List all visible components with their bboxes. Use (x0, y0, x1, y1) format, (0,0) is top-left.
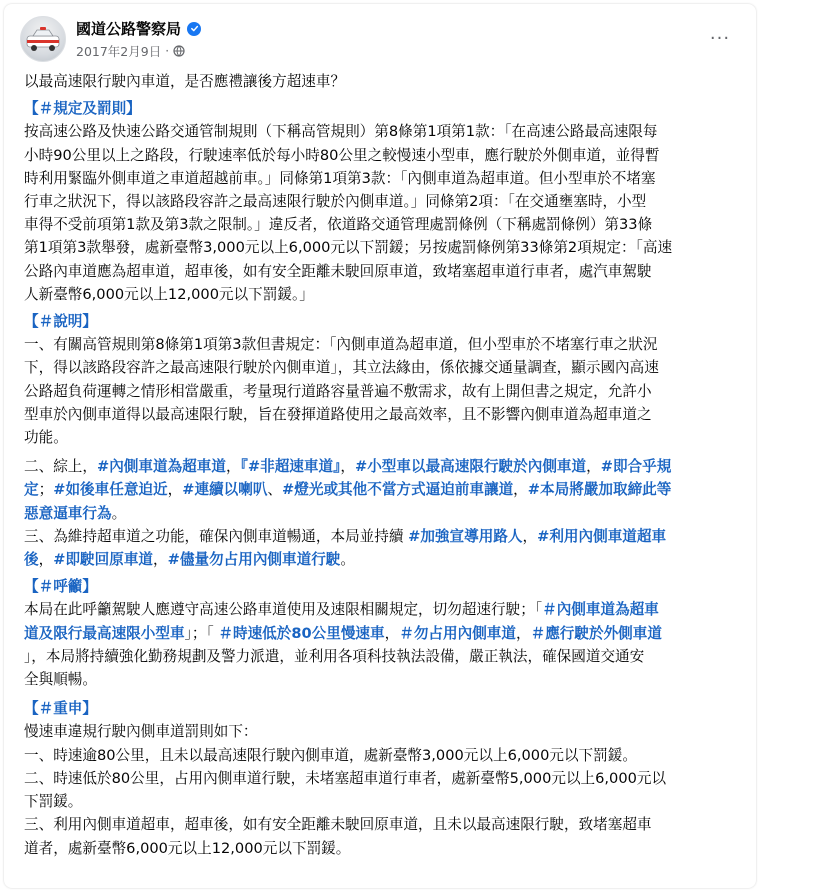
text-segment: 三、為維持超車道之功能，確保內側車道暢通，本局並持續 (24, 527, 409, 545)
post-text-line (24, 120, 742, 143)
post-text-line (24, 380, 742, 403)
text-segment: 」；「 (184, 624, 219, 642)
text-segment: ， (522, 527, 538, 545)
text-segment: ， (167, 481, 183, 499)
text-segment: ， (586, 458, 601, 476)
text-segment: 。 (111, 504, 127, 522)
text-segment: ； (38, 481, 54, 499)
text-segment: 、 (267, 481, 283, 499)
post-text-line (24, 744, 742, 767)
text-segment: ， (340, 458, 355, 476)
post-text-line (24, 837, 742, 860)
text-segment: 公路超負荷運轉之情形相當嚴重，考量現行道路容量普遍不敷需求，故有上開但書之規定，允許小 (24, 382, 652, 400)
page-avatar[interactable] (20, 16, 66, 62)
post-text-line (24, 575, 742, 598)
post-text-line (24, 598, 742, 621)
post-text-line (24, 310, 742, 333)
verified-badge-icon (187, 22, 201, 36)
text-segment: 第1項第3款舉發，處新臺幣3,000元以上6,000元以下罰鍰；另按處罰條例第33條第2項規定：「高速 (24, 239, 673, 257)
hashtag-link[interactable]: 【＃重申】 (24, 700, 97, 718)
hashtag-link[interactable]: ＃時速低於80公里慢速車 (218, 624, 385, 642)
text-segment: 型車於內側車道得以最高速限行駛，旨在發揮道路使用之最高效率，且不影響內側車道為超車道之 (24, 405, 652, 423)
hashtag-link[interactable]: #儘量勿占用內側車道行駛 (167, 551, 341, 569)
text-segment: 全與順暢。 (24, 671, 97, 689)
text-segment: 功能。 (24, 429, 68, 447)
hashtag-link[interactable]: #加強宣導用路人 (408, 527, 523, 545)
post-text-line (24, 767, 742, 790)
post-text-line (24, 167, 742, 190)
police-car-icon (21, 17, 65, 61)
hashtag-link[interactable]: #如後車任意迫近 (53, 481, 168, 499)
post-meta (76, 42, 185, 60)
post-text-line (24, 525, 742, 548)
text-segment: 二、綜上， (24, 458, 97, 476)
hashtag-link[interactable]: 後 (24, 551, 39, 569)
post-text-line (24, 502, 742, 525)
text-segment: 道者，處新臺幣6,000元以上12,000元以下罰鍰。 (24, 839, 351, 857)
post-text-line (24, 333, 742, 356)
hashtag-link[interactable]: #即駛回原車道 (53, 551, 154, 569)
post-header (20, 16, 740, 62)
text-segment: 按高速公路及快速公路交通管制規則（下稱高管規則）第8條第1項第1款：「在高速公路最高速限每 (24, 123, 658, 141)
post-text-line (24, 622, 742, 645)
hashtag-link[interactable]: 惡意逼車行為 (24, 504, 112, 522)
text-segment: 時利用緊臨外側車道之車道超越前車。」同條第1項第3款：「內側車道為超車道。但小型車於不堵塞 (24, 169, 656, 187)
post-text-line (24, 813, 742, 836)
right-margin (758, 0, 838, 891)
hashtag-link[interactable]: #即合乎規 (600, 458, 672, 476)
text-segment: 三、利用內側車道超車，超車後，如有安全距離未駛回原車道，且未以最高速限行駛，致堵塞超車 (24, 816, 652, 834)
post-text-line (24, 478, 742, 501)
post-text-line (24, 455, 742, 478)
post-text-line (24, 283, 742, 306)
text-segment: 二、時速低於80公里，占用內側車道行駛，未堵塞超車道行車者，處新臺幣5,000元以上6,000元以 (24, 769, 667, 787)
text-segment: 一、時速逾80公里，且未以最高速限行駛內側車道，處新臺幣3,000元以上6,000元以下罰鍰。 (24, 746, 637, 764)
text-segment: ， (38, 551, 54, 569)
text-segment: 慢速車違規行駛內側車道罰則如下： (24, 723, 258, 741)
post-text-line (24, 213, 742, 236)
hashtag-link[interactable]: 【＃規定及罰則】 (24, 100, 141, 118)
post-text-line (24, 548, 742, 571)
post-text-line (24, 668, 742, 691)
text-segment: ， (153, 551, 168, 569)
text-segment: ， (225, 458, 241, 476)
hashtag-link[interactable]: ＃勿占用內側車道 (399, 624, 516, 642)
text-segment: ， (513, 481, 528, 499)
hashtag-link[interactable]: 道及限行最高速限小型車 (24, 624, 185, 642)
post-body (24, 70, 742, 860)
post-card (4, 4, 756, 888)
text-segment: 以最高速限行駛內車道，是否應禮讓後方超速車？ (24, 73, 346, 90)
hashtag-link[interactable]: 『#非超速車道』 (240, 458, 341, 476)
hashtag-link[interactable]: #本局將嚴加取締此等 (527, 481, 672, 499)
post-text-line (24, 260, 742, 283)
hashtag-link[interactable]: #燈光或其他不當方式逼迫前車讓道 (282, 481, 514, 499)
hashtag-link[interactable]: #小型車以最高速限行駛於內側車道 (354, 458, 587, 476)
hashtag-link[interactable]: 【＃說明】 (24, 313, 97, 331)
hashtag-link[interactable]: 【＃呼籲】 (24, 578, 97, 596)
post-text-line (24, 356, 742, 379)
text-segment: 行車之狀況下，得以該路段容許之最高速限行駛於內側車道。」同條第2項：「在交通壅塞時，小型 (24, 193, 647, 211)
post-text-line (24, 144, 742, 167)
page-name-text[interactable]: 國道公路警察局 (76, 20, 182, 38)
text-segment: 小時90公里以上之路段，行駛速率低於每小時80公里之較慢速小型車，應行駛於外側車道，並得暫 (24, 146, 660, 164)
meta-separator: · (165, 44, 170, 58)
hashtag-link[interactable]: #連續以喇叭 (182, 481, 268, 499)
post-text-line (24, 645, 742, 668)
text-segment: 本局在此呼籲駕駛人應遵守高速公路車道使用及速限相關規定，切勿超速行駛；「 (24, 601, 543, 619)
hashtag-link[interactable]: #內側車道為超車道 (96, 458, 226, 476)
text-segment: 下，得以該路段容許之最高速限行駛於內側車道」，其立法緣由，係依據交通量調查，顯示國內高速 (24, 359, 659, 377)
hashtag-link[interactable]: ＃應行駛於外側車道 (530, 624, 662, 642)
hashtag-link[interactable]: #利用內側車道超車 (537, 527, 667, 545)
globe-icon[interactable] (173, 45, 185, 57)
more-options-icon[interactable]: ··· (709, 27, 731, 49)
text-segment: 一、有關高管規則第8條第1項第3款但書規定：「內側車道為超車道，但小型車於不堵塞行車之狀況 (24, 336, 658, 354)
post-date[interactable]: 2017年2月9日 (76, 44, 162, 59)
post-text-line (24, 236, 742, 259)
text-segment: 車得不受前項第1款及第3款之限制。」違反者，依道路交通管理處罰條例（下稱處罰條例）第33條 (24, 216, 653, 234)
text-segment: 。 (340, 551, 355, 569)
page-name[interactable] (76, 18, 201, 39)
text-segment: 」，本局將持續強化勤務規劃及警力派遣，並利用各項科技執法設備，嚴正執法，確保國道交通安 (24, 647, 645, 665)
text-segment: 下罰鍰。 (24, 793, 83, 811)
text-segment: ， (516, 624, 531, 642)
post-text-line (24, 720, 742, 743)
text-segment: 人新臺幣6,000元以上12,000元以下罰鍰。」 (24, 285, 314, 303)
post-text-line (24, 97, 742, 120)
post-text-line (24, 426, 742, 449)
hashtag-link[interactable]: ＃內側車道為超車 (542, 601, 659, 619)
text-segment: ， (384, 624, 400, 642)
post-text-line (24, 697, 742, 720)
hashtag-link[interactable]: 定 (24, 481, 39, 499)
post-text-line (24, 190, 742, 213)
text-segment: 公路內車道應為超車道，超車後，如有安全距離未駛回原車道，致堵塞超車道行車者，處汽車駕駛 (24, 262, 652, 280)
post-text-line (24, 403, 742, 426)
post-text-line (24, 70, 742, 93)
post-text-line (24, 790, 742, 813)
